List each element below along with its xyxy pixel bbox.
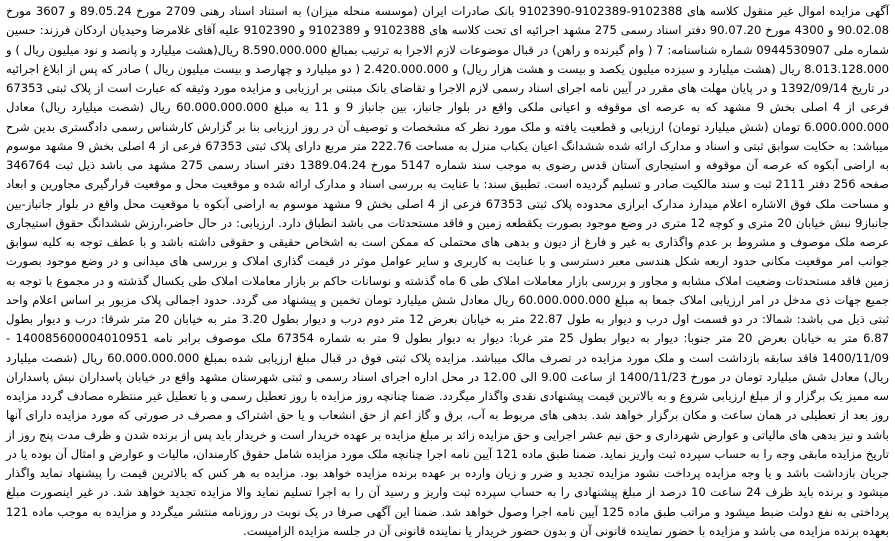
auction-notice [6,2,889,541]
auction-notice-text: آگهی مزایده اموال غیر منقول کلاسه های 9102388-9102389-9102390 بانک صادرات ایران (موسسه منحله میزان) به استناد اسناد رهنی 2709 مورخ 89.05.24 و 3607 مورخ 90.02.08 و 4300 مورخ 90.07.20 دفتر اسناد رسمی 275 مشهد اجرائیه ای تحت کلاسه های 9102388 و 9102389 و 9102390 علیه آقای غلامرضا وحیدیان اردکان فرزند: حسین شماره ملی 0944530907 شماره شناسنامه: 7 ( وام گیرنده و راهن) در قبال موضوعات لازم الاجرا به ترتیب بمبالغ 8.590.000.000 ریال(هشت میلیارد و پانصد و نود میلیون ریال ) و 8.013.128.000 ریال (هشت میلیارد و سیزده میلیون یکصد و بیست و هشت هزار ریال) و 2.420.000.000 ( دو میلیارد و چهارصد و بیست میلیون ریال ) صادر که پس از ابلاغ اجرائیه در تاریخ 1392/09/14 و در پایان مهلت های مقرر در آیین نامه اجرای اسناد رسمی لازم الاجرا و تقاضای بانک مبتنی بر ارزیابی و مزایده مورد وثیقه که عبارت است از پلاک ثبتی 67353 فرعی از 4 اصلی بخش 9 مشهد که به عرصه ای موقوفه و اعیانی ملکی واقع در بلوار جانباز، بین جانباز 9 و 11 به مبلغ 60.000.000.000 ریال (شصت میلیارد ریال) معادل 6.000.000.000 تومان (شش میلیارد تومان) ارزیابی و قطعیت یافته و ملک مورد نظر که مشخصات و توصیف آن در روز ارزیابی بنا بر گزارش کارشناس رسمی دادگستری بدین شرح میباشد: به حکایت سوابق ثبتی و اسناد و مدارک ارائه شده ششدانگ اعیان یکباب منزل به مساحت 222.76 متر مربع دارای پلاک ثبتی 67353 فرعی از 4 اصلی بخش 9 مشهد موسوم به اراضی آبکوه که عرصه آن موقوفه و استیجاری آستان قدس رضوی به موجب سند شماره 5147 مورخ 1389.04.24 دفتر اسناد رسمی 275 مشهد می باشد ذیل ثبت 346764 صفحه 256 دفتر 2111 ثبت و سند مالکیت صادر و تسلیم گردیده است. تطبیق سند: با عنایت به بررسی اسناد و مدارک ارائه شده و موقعیت محل و موقعیت قرارگیری مجاورین و ابعاد و مساحت ملک فوق الاشاره اعلام میدارد مدارک ابرازی محدوده پلاک ثبتی 67353 فرعی از 4 اصلی بخش 9 مشهد موسوم به اراضی آبکوه با موقعیت محل واقع در بلوار جانباز-بین جانباز9 نبش خیابان 20 متری و کوچه 12 متری در وضع موجود بصورت یکقطعه زمین و فاقد مستحدثات می باشد انطباق دارد. ارزیابی: در حال حاضر،ارزش ششدانگ حقوق استیجاری عرصه ملک موصوف و مشروط بر عدم واگذاری به غیر و فارغ از دیون و بدهی های محتملی که ممکن است به اشخاص حقیقی و حقوقی داشته باشد و با عطف توجه به کلیه سوابق جوانب امر موقعیت مکانی حدود اربعه شکل هندسی معبر دسترسی و با عنایت به کاربری و سایر عوامل موثر در قیمت گذاری املاک و بررسی های میدانی و در وضع موجود بصورت زمین فاقد مستحدثات وضعیت املاک مشابه و مجاور و بررسی بازار معاملات املاک طی 6 ماه گذشته و نوسانات حاکم بر بازار معاملات املاک طی یکسال گذشته و در مجموع با توجه به جمیع جهات ذی مدخل در امر ارزیابی املاک جمعا به مبلغ 60.000.000.000 ریال معادل شش میلیارد تومان تخمین و پیشنهاد می گردد. حدود اجمالی پلاک مزبور بر اساس اعلام واحد ثبتی ذیل می باشد: شمالا: در دو قسمت اول درب و دیوار به طول 22.87 متر به خیابان بعرض 12 متر دوم درب و دیوار بطول 3.20 متر به خیابان 20 متر شرقا: درب و دیوار بطول 6.87 متر به خیابان بعرض 20 متر جنوبا: دیوار به دیوار بطول 25 متر غربا: دیوار به دیوار بطول 9 متر به شماره 67354 ملک موصوف برابر نامه 140085600004010951 - 1400/11/09 فاقد سابقه بازداشت است و ملک مورد مزایده در تصرف مالک میباشد. مزایده پلاک ثبتی فوق در قبال مبلغ ارزیابی شده بمبلغ 60.000.000.000 ریال (شصت میلیارد ریال) معادل شش میلیارد تومان در مورخ 1400/11/23 از ساعت 9.00 الی 12.00 در محل اداره اجرای اسناد رسمی و ثبتی شهرستان مشهد واقع در خیابان پاسداران نبش پاسداران سه ممیز یک برگزار و از مبلغ ارزیابی شروع و به بالاترین قیمت پیشنهادی نقدی واگذار میگردد. ضمنا چنانچه روز مزایده با روز تعطیل رسمی و یا تعطیل غیر منتظره مصادف گردد مزایده روز بعد از تعطیلی در همان ساعت و مکان برگزار خواهد شد. بدهی های مربوط به آب، برق و گاز اعم از حق انشعاب و یا حق اشتراک و مصرف در صورتی که مورد مزایده دارای آنها باشد و نیز بدهی های مالیاتی و عوارض شهرداری و حق نیم عشر اجرایی و حق مزایده زائد بر مبلغ مزایده بر عهده خریدار است و خریدار باید پس از برنده شدن و ظرف مدت پنج روز از تاریخ مزایده مابقی وجه را به حساب سپرده ثبت واریز نماید. ضمنا طبق ماده 121 آیین نامه اجرا چنانچه ملک مورد مزایده شامل حقوق کارمندان، مالیات و عوارض و امثال آن بوده یا در جریان بازداشت باشد و یا وجه مزایده پرداخت نشود مزایده تجدید و ضرر و زیان وارده بر عهده برنده مزایده خواهد بود. مزایده به هر کس که بالاترین قیمت را پیشنهاد نماید واگذار میشود و برنده باید ظرف 24 ساعت 10 درصد از مبلغ پیشنهادی را به حساب سپرده ثبت واریز و رسید آن را به اجرا تسلیم نماید والا مزایده تجدید خواهد شد. در غیر اینصورت مبلغ پرداختی به نفع دولت ضبط میشود و مراتب طبق ماده 125 آیین نامه اجرا وصول خواهد شد. ضمنا این آگهی صرفا در یک نوبت در روزنامه منتشر میگردد و مزایده به موجب ماده 121 بعهده برنده مزایده می باشد و مزایده با حضور نماینده قانونی آن و بدون حضور خریدار یا نماینده قانونی آن در جلسه مزایده الزامیست. [6,4,890,538]
